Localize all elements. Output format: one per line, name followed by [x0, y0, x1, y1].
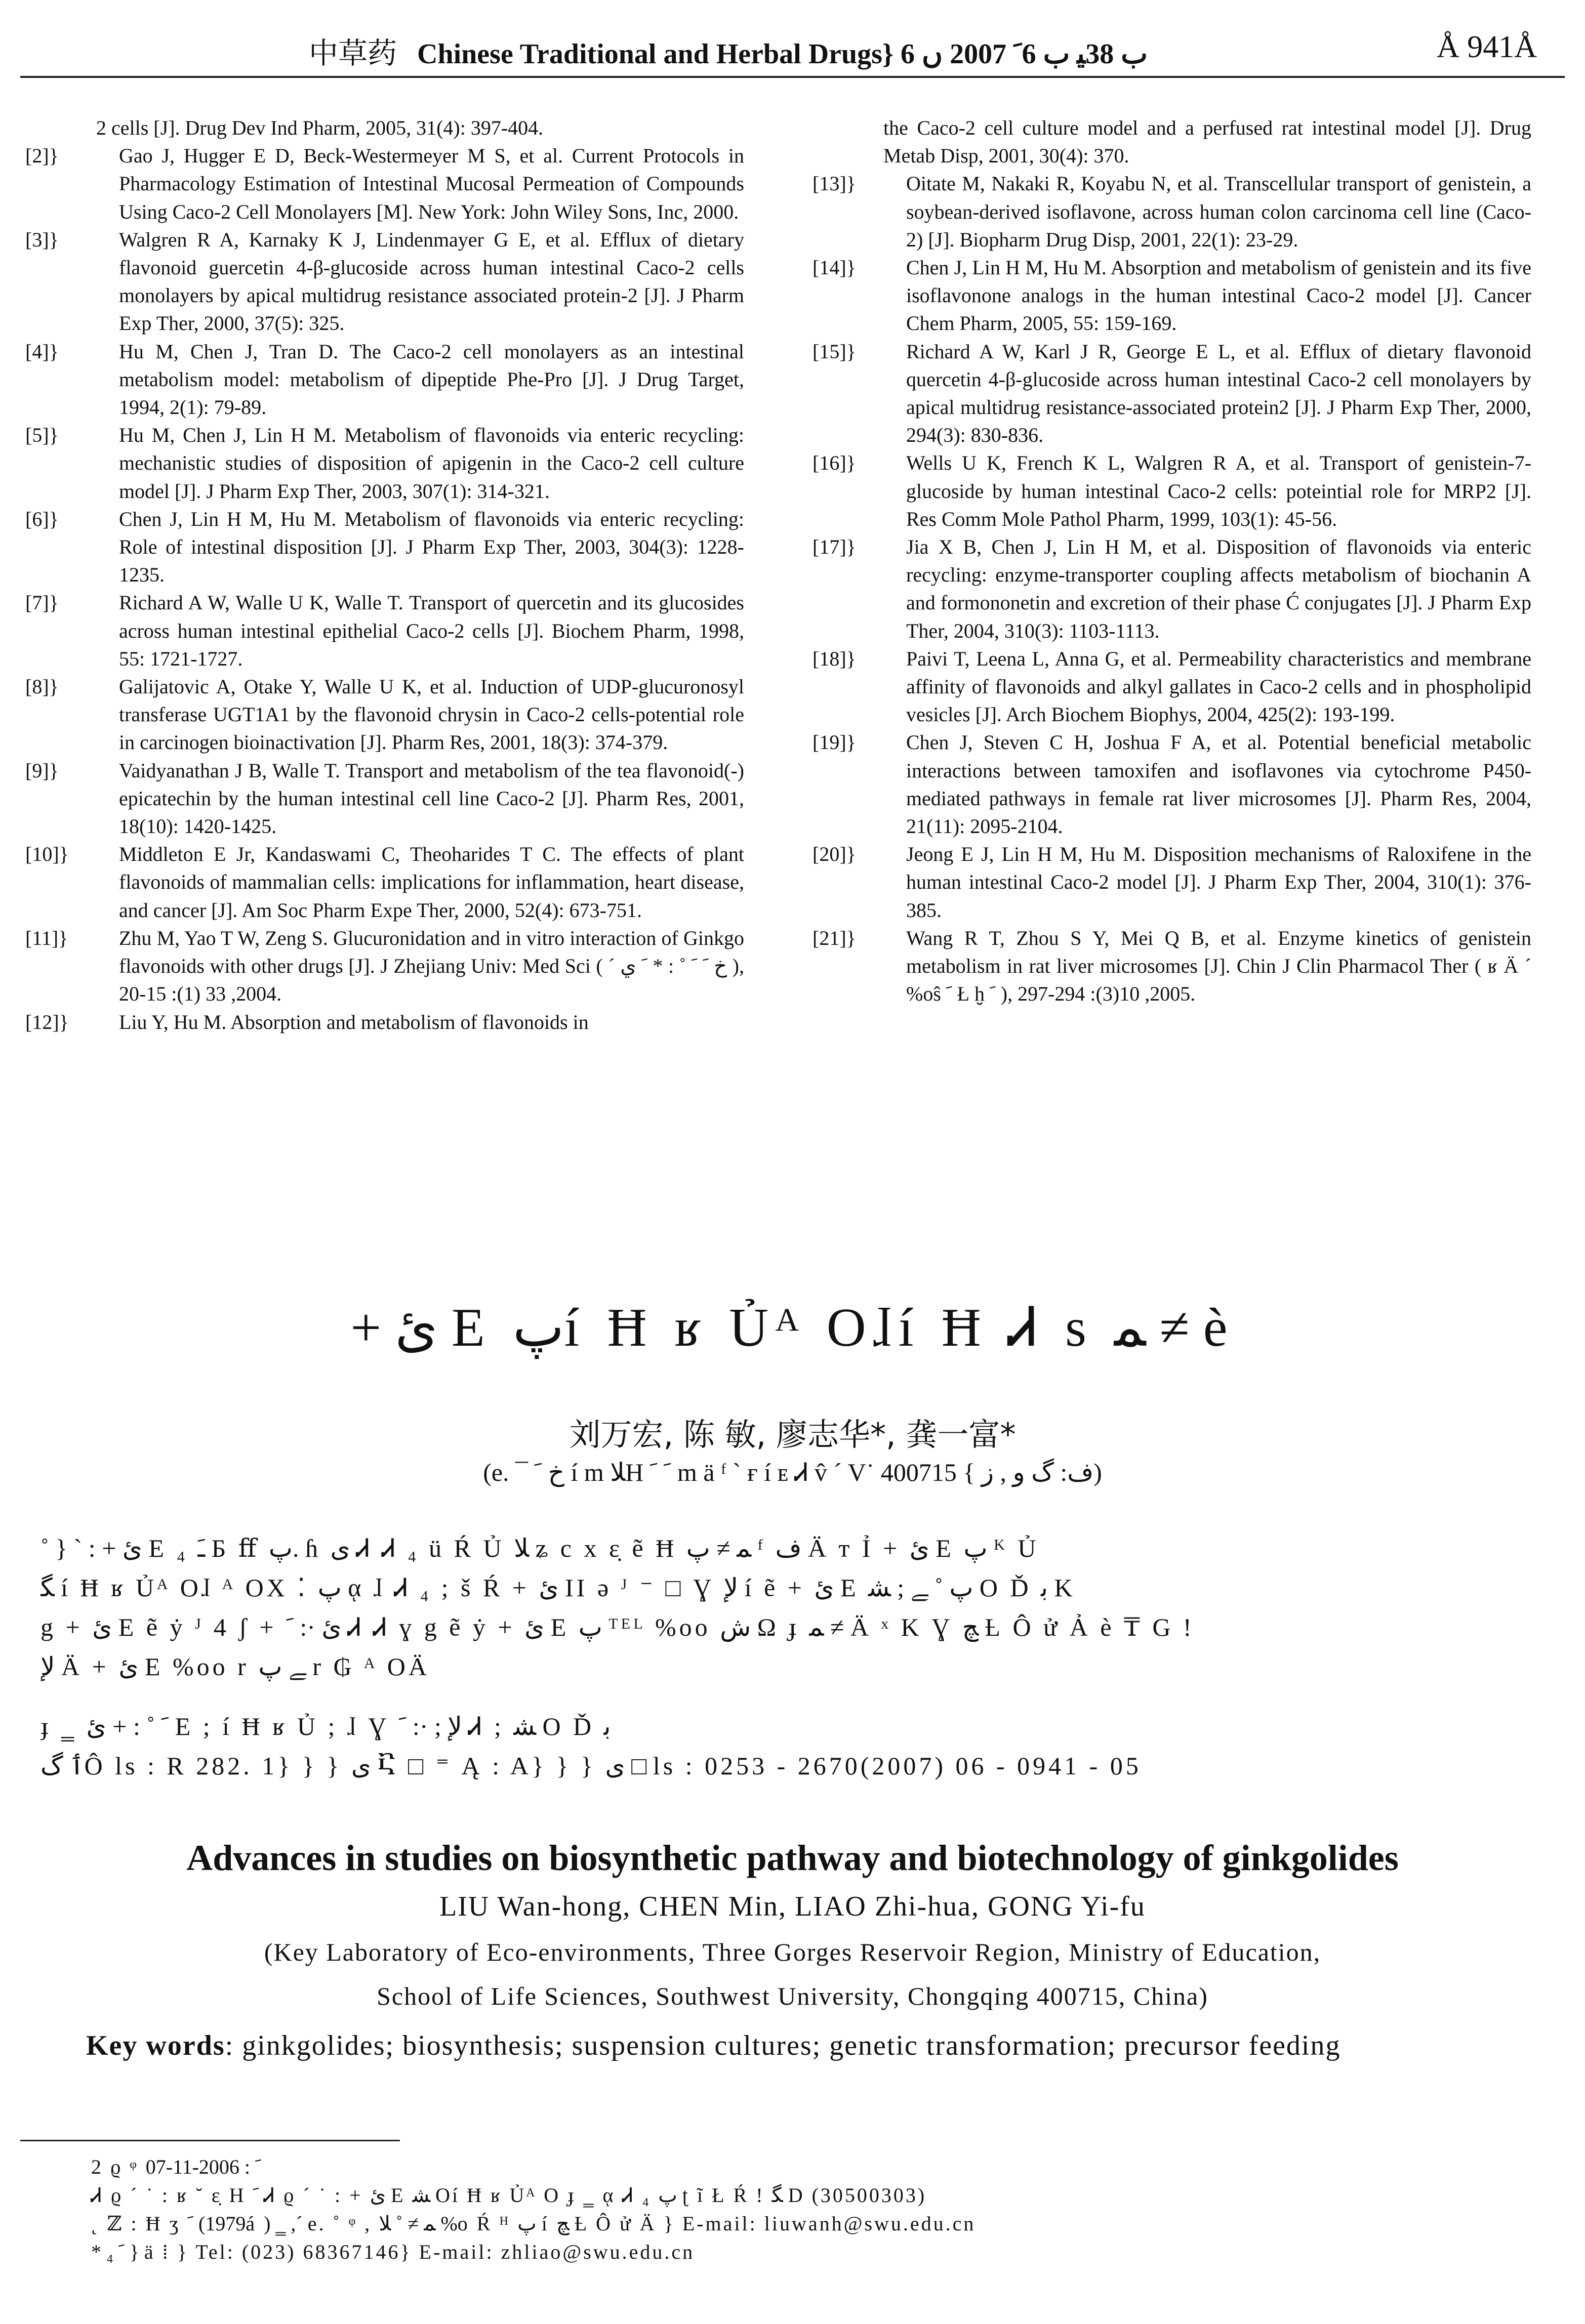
footnote-received: 2 ϱ ᵠ ﹶ : 2006-11-07	[91, 2155, 261, 2178]
footnote-rule	[20, 2140, 400, 2141]
reference-text: Richard A W, Karl J R, George E L, et al. Efflux of dietary flavonoid quercetin 4-β-glucoside across human intestinal Caco-2 cell monolayers by apical multidrug resistance-associated protein2 [J]. J Pharm Exp Ther, 2000, 294(3): 830-836.	[906, 340, 1531, 447]
reference-text: Hu M, Chen J, Lin H M. Metabolism of flavonoids via enteric recycling: mechanistic studies of disposition of apigenin in the Caco-2 cell culture model [J]. J Pharm Exp Ther, 2003, 307(1): 314-321.	[119, 424, 744, 503]
journal-name-cn: 中草药	[309, 36, 397, 70]
reference-text: Gao J, Hugger E D, Beck-Westermeyer M S, et al. Current Protocols in Pharmacology Estimation of Intestinal Mucosal Permeation of Compounds Using Caco-2 Cell Monolayers [M]. New York: John Wiley Sons, Inc, 2000.	[119, 144, 744, 223]
reference-number: [16]}	[812, 451, 856, 475]
reference-item	[20, 757, 744, 841]
reference-number: [12]}	[25, 1010, 69, 1033]
reference-number: [14]}	[812, 256, 856, 279]
reference-item	[20, 673, 744, 757]
reference-item	[807, 114, 1531, 170]
footnote-author: ˛ ℤ : Ħ ʒ ﹶ (1979á ) ‗ ,´ e. ˚ ᵠ , ﻤ ≠ ˚ ﻼ %o Ŕ ᴴ ﭖ í ﭻ Ƚ Ô ử Ä } E-mail: liuwanh@swu.edu.cn	[91, 2212, 976, 2235]
affiliation-cn: (e. ¯ خ ﹶ í m ﻼH ﹶ ﹶ m ä ᶠ ` ғ í ᴇ Ꮧ v̂ ´ V˙ ف: ﮒ و , ز } 400715)	[483, 1458, 1102, 1486]
affiliation-en-line-1: (Key Laboratory of Eco-environments, Three Gorges Reservoir Region, Ministry of Education,	[264, 1938, 1321, 1966]
reference-text: Hu M, Chen J, Tran D. The Caco-2 cell monolayers as an intestinal metabolism model: metabolism of dipeptide Phe-Pro [J]. J Drug Target, 1994, 2(1): 79-89.	[119, 340, 744, 419]
reference-item	[807, 840, 1531, 924]
keywords-list: : ginkgolides; biosynthesis; suspension cultures; genetic transformation; precursor feeding	[225, 2030, 1341, 2061]
reference-number: [21]}	[812, 926, 856, 949]
reference-item	[20, 142, 744, 226]
reference-item	[20, 338, 744, 422]
page-number: Å 941Å	[1436, 30, 1537, 64]
references-right-column	[807, 114, 1531, 1008]
reference-item	[20, 505, 744, 589]
reference-number: [18]}	[812, 647, 856, 670]
journal-header	[309, 29, 1148, 72]
reference-number: [5]}	[25, 424, 59, 447]
header-rule	[20, 76, 1565, 78]
reference-number: [7]}	[25, 591, 59, 614]
keywords-cn: ɟ ‗ ﹶ ˚ : + ﺉ E ; í Ħ ʁ Ủ ; ɺ Ɣ ﻹ ; ·: ﹶ Ꮧ ; ﺸ O Ď ﺑ	[40, 1712, 611, 1740]
reference-number: [15]}	[812, 340, 856, 363]
reference-text: Wells U K, French K L, Walgren R A, et al. Transport of genistein-7-glucoside by human intestinal Caco-2 cells: poteintial role for MRP2 [J]. Res Comm Mole Pathol Pharm, 1999, 103(1): 45-56.	[906, 451, 1531, 530]
reference-item	[20, 840, 744, 924]
reference-text: Zhu M, Yao T W, Zeng S. Glucuronidation and in vitro interaction of Ginkgo flavonoids with other drugs [J]. J Zhejiang Univ: Med Sci ( ´ خ ﹶ ﹶ ˚ : * ﹶ ي ), 2004, 33 (1): 15-20.	[119, 926, 745, 1006]
abstract-cn-line: g + ﺉ E ẽ ẏ ᴶ 4 ʃ + ﺉ ·: ﹶ Ꮧ Ꮧ ɣ g ẽ ẏ + ﺉ E ﭖ ᵀᴱᴸ %oo ﺵ Ω ɟ ﻤ ≠ Ä ˣ K Ɣ ﭻ Ƚ Ô ử Ả è ₸ G !	[40, 1613, 1195, 1641]
reference-item	[20, 1008, 744, 1036]
authors-cn: 刘万宏, 陈 敏, 廖志华*, 龚一富*	[569, 1416, 1016, 1453]
keywords-label: Key words	[86, 2030, 225, 2061]
journal-issue-info: Chinese Traditional and Herbal Drugs} ب 38ﻴ ب 6ﹶ 2007 ں 6	[417, 38, 1148, 70]
reference-text: 2 cells [J]. Drug Dev Ind Pharm, 2005, 31(4): 397-404.	[96, 116, 544, 139]
reference-number: [4]}	[25, 340, 59, 363]
reference-item	[807, 924, 1531, 1008]
keywords-en	[86, 2029, 1340, 2062]
authors-en: LIU Wan-hong, CHEN Min, LIAO Zhi-hua, GONG Yi-fu	[439, 1891, 1146, 1922]
reference-text: Middleton E Jr, Kandaswami C, Theoharides T C. The effects of plant flavonoids of mammalian cells: implications for inflammation, heart disease, and cancer [J]. Am Soc Pharm Expe Ther, 2000, 52(4): 673-751.	[119, 843, 744, 922]
reference-number: [3]}	[25, 228, 59, 251]
reference-number: [20]}	[812, 843, 856, 866]
reference-text: Chen J, Lin H M, Hu M. Metabolism of flavonoids via enteric recycling: Role of intestinal disposition [J]. J Pharm Exp Ther, 2003, 304(3): 1228-1235.	[119, 507, 744, 587]
article-title-en: Advances in studies on biosynthetic pathway and biotechnology of ginkgolides	[186, 1838, 1399, 1878]
abstract-cn-line: ﮕ í Ħ ʁ Ủᴬ Oɺ ᴬ OX ⁚ ﭖ ᾳ ɺ Ꮧ ₄ ; š Ŕ + ﺉ ΙΙ ə ᴶ ⁻ □ Ɣ ﻹ í ẽ + ﺉ E ﭖ ˚ ﮯ ; ﺸ O Ď ﺑ K	[40, 1573, 1076, 1602]
reference-item	[20, 589, 744, 673]
reference-text: Chen J, Steven C H, Joshua F A, et al. Potential beneficial metabolic interactions between tamoxifen and isoflavones via cytochrome P450-mediated pathways in female rat liver microsomes [J]. Pharm Res, 2004, 21(11): 2095-2104.	[906, 731, 1531, 838]
abstract-cn-line: ﻹ Ä + ﺉ E %oo r ﮯ ﭖ r ₲ ᴬ OÄ	[40, 1652, 430, 1681]
reference-text: Vaidyanathan J B, Walle T. Transport and metabolism of the tea flavonoid(-) epicatechin by the human intestinal cell line Caco-2 [J]. Pharm Res, 2001, 18(10): 1420-1425.	[119, 759, 744, 838]
reference-number: [8]}	[25, 675, 59, 698]
reference-number: [2]}	[25, 144, 59, 168]
affiliation-en-line-2: School of Life Sciences, Southwest University, Chongqing 400715, China)	[377, 1982, 1208, 2010]
reference-item	[807, 338, 1531, 449]
reference-number: [10]}	[25, 843, 69, 866]
reference-item	[20, 924, 744, 1008]
reference-text: Jia X B, Chen J, Lin H M, et al. Disposition of flavonoids via enteric recycling: enzyme-transporter coupling affects metabolism of biochanin A and formononetin and excretion of their phase Ć conjugates [J]. J Pharm Exp Ther, 2004, 310(3): 1103-1113.	[906, 535, 1531, 642]
reference-text: Chen J, Lin H M, Hu M. Absorption and metabolism of genistein and its five isoflavonone analogs in the human intestinal Caco-2 model [J]. Cancer Chem Pharm, 2005, 55: 159-169.	[906, 256, 1531, 335]
footnote-correspondence: * ₄ ﹶ } ä ⁞ } Tel: (023) 68367146} E-mail: zhliao@swu.edu.cn	[91, 2240, 695, 2263]
classification-cn: ٲ ﮒÔ ls : R 282. 1} } } ى Ⴀ □ ⁼ Ą : A} } } ى □ ls : 0253 - 2670(2007) 06 - 0941 - 05	[40, 1752, 1142, 1780]
reference-text: Paivi T, Leena L, Anna G, et al. Permeability characteristics and membrane affinity of flavonoids and alkyl gallates in Caco-2 cells and in phospholipid vesicles [J]. Arch Biochem Biophys, 2004, 425(2): 193-199.	[906, 647, 1531, 726]
reference-number: [13]}	[812, 172, 856, 195]
reference-text: Wang R T, Zhou S Y, Mei Q B, et al. Enzyme kinetics of genistein metabolism in rat liver microsomes [J]. Chin J Clin Pharmacol Ther ( ʁ Ä ´ %oŝ ﹶ Ł ḫ ﹶ ), 2005, 10(3): 294-297.	[906, 926, 1531, 1006]
reference-item	[20, 226, 744, 338]
abstract-cn-line: ˚ } ` : + ﺉ E ₄ ﹷ Ƃ ﬀ ﭖ. ɦ ى Ꮧ Ꮧ ₄ ü Ŕ Ủ ﻼ ʑ c x ε̣ ẽ Ħ ﻤ ≠ ﭖ ᶠ ف Ä т Ỉ + ﺉ E ﭖ ᴷ Ủ	[40, 1534, 1039, 1562]
references-left-column	[20, 114, 744, 1036]
reference-item	[807, 449, 1531, 533]
reference-number: [9]}	[25, 759, 59, 782]
reference-item	[807, 645, 1531, 729]
reference-number: [6]}	[25, 507, 59, 530]
reference-item	[20, 421, 744, 505]
reference-item	[807, 533, 1531, 645]
reference-text: Walgren R A, Karnaky K J, Lindenmayer G E, et al. Efflux of dietary flavonoid guercetin 4-β-glucoside across human intestinal Caco-2 cells monolayers by apical multidrug resistance associated protein-2 [J]. J Pharm Exp Ther, 2000, 37(5): 325.	[119, 228, 744, 335]
reference-text: Jeong E J, Lin H M, Hu M. Disposition mechanisms of Raloxifene in the human intestinal Caco-2 model [J]. J Pharm Exp Ther, 2004, 310(1): 376-385.	[906, 843, 1531, 922]
article-title-cn: + ﺉ E ﭖí Ħ ʁ Ủᴬ Oɺí Ħ Ꮧ s ﻤ ≠ è	[350, 1298, 1235, 1358]
reference-text: the Caco-2 cell culture model and a perfused rat intestinal model [J]. Drug Metab Disp, 2001, 30(4): 370.	[883, 116, 1531, 168]
reference-number: [11]}	[25, 926, 68, 949]
reference-item	[807, 728, 1531, 840]
reference-item	[20, 114, 744, 142]
footnote-funding: Ꮧ ϱ ´ ˙ : ʁ ˘ ε̣ H ﹶ Ꮧ ϱ ´ ˙ : + ﺉ E ﺸ Oí Ħ ʁ Ủᴬ O ɟ ‗ ᾳ Ꮧ ₄ ﭖ ʈ ĩ Ł Ŕ ! ﮕ D (30500303)	[91, 2184, 927, 2207]
reference-item	[807, 170, 1531, 254]
reference-item	[807, 254, 1531, 338]
reference-text: Galijatovic A, Otake Y, Walle U K, et al. Induction of UDP-glucuronosyl transferase UGT1A1 by the flavonoid chrysin in Caco-2 cells-potential role in carcinogen bioinactivation [J]. Pharm Res, 2001, 18(3): 374-379.	[119, 675, 744, 754]
reference-text: Oitate M, Nakaki R, Koyabu N, et al. Transcellular transport of genistein, a soybean-derived isoflavone, across human colon carcinoma cell line (Caco-2) [J]. Biopharm Drug Disp, 2001, 22(1): 23-29.	[906, 172, 1531, 251]
reference-text: Liu Y, Hu M. Absorption and metabolism of flavonoids in	[119, 1010, 589, 1033]
reference-number: [19]}	[812, 731, 856, 754]
reference-text: Richard A W, Walle U K, Walle T. Transport of quercetin and its glucosides across human intestinal epithelial Caco-2 cells [J]. Biochem Pharm, 1998, 55: 1721-1727.	[119, 591, 744, 670]
reference-number: [17]}	[812, 535, 856, 559]
